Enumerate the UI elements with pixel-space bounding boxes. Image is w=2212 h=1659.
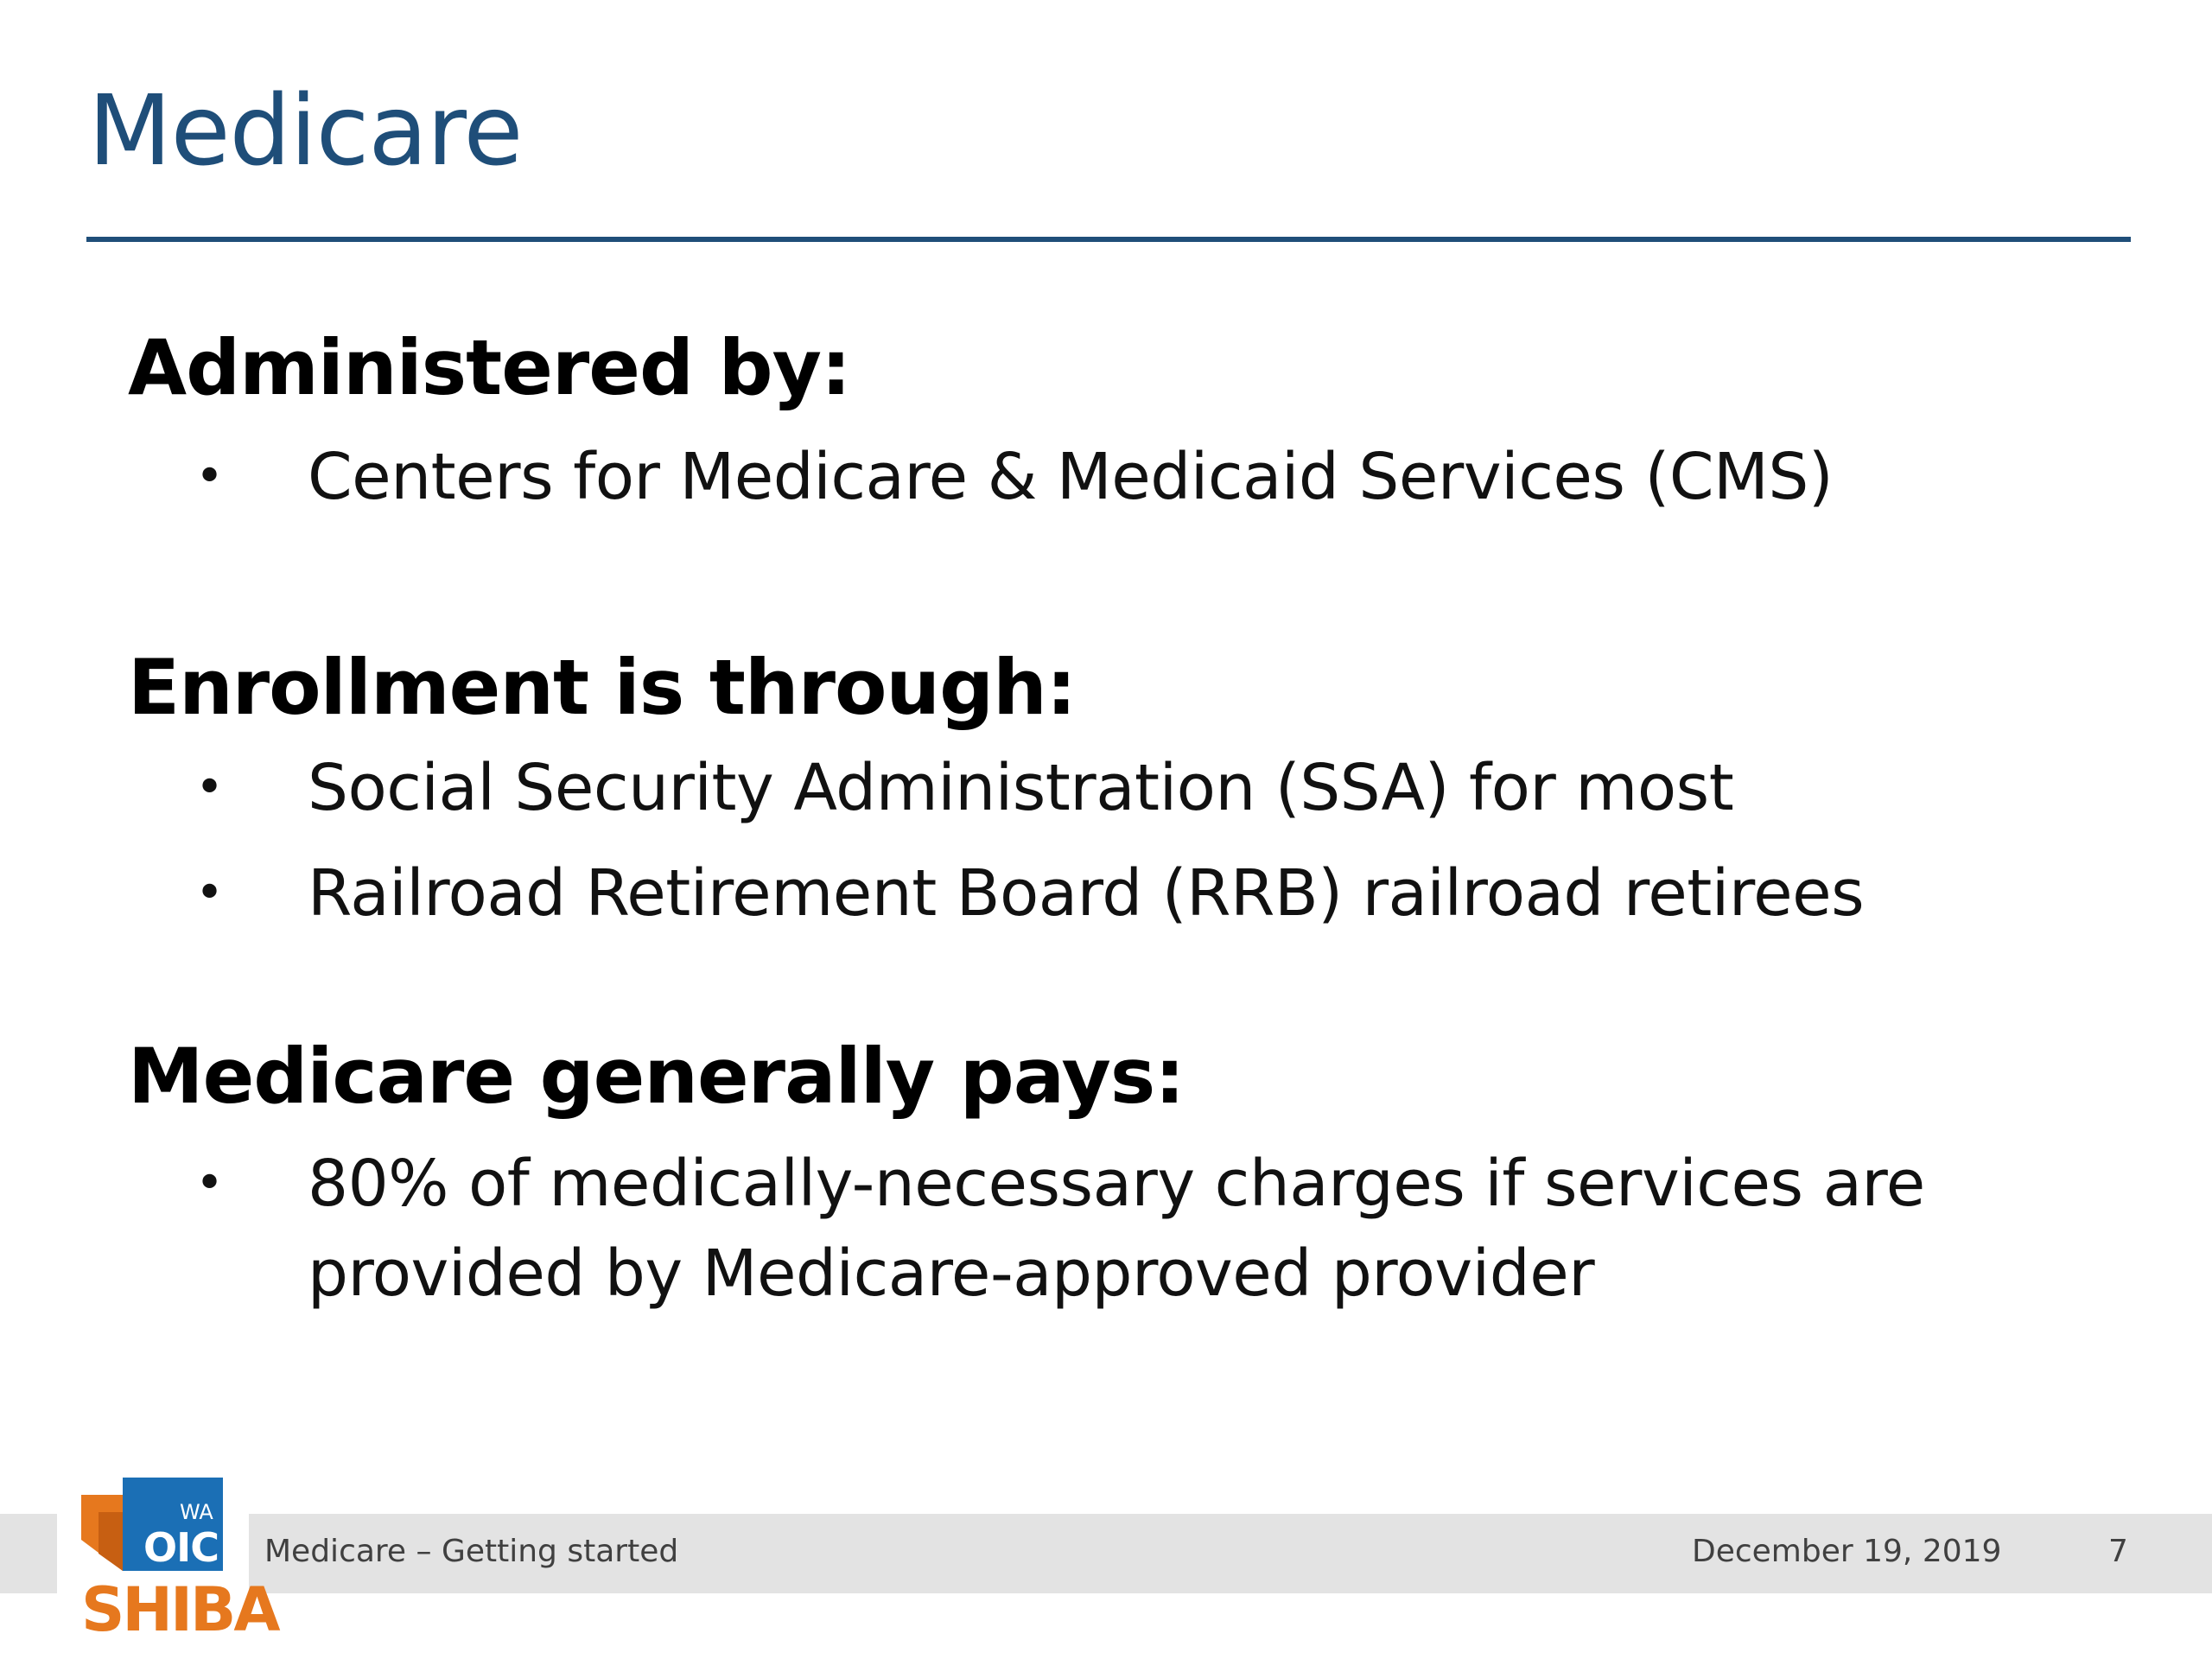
bullet-icon: • [195,1155,224,1211]
bullet-list [128,1139,2029,1319]
section-administered-by [128,323,2029,522]
oic-shiba-logo [57,1469,278,1650]
bullet-list [128,432,2029,522]
footer-date: December 19, 2019 [1692,1534,2002,1569]
section-heading: Enrollment is through: [128,643,1076,732]
bullet-item [128,432,2029,522]
section-heading: Administered by: [128,323,851,412]
section-heading: Medicare generally pays: [128,1032,1185,1121]
bullet-icon: • [195,448,224,505]
logo-agency-text: OIC [143,1524,219,1571]
slide-number: 7 [2108,1534,2128,1569]
bullet-item [128,1139,2029,1319]
bullet-text: Centers for Medicare & Medicaid Services (CMS) [308,440,1834,514]
logo-program-text: SHIBA [81,1574,278,1645]
bullet-list [128,743,2029,938]
bullet-icon: • [195,760,224,816]
section-enrollment [128,643,2029,938]
bullet-text: Social Security Administration (SSA) for most [308,751,1734,825]
logo-state-text: WA [180,1500,213,1524]
section-medicare-pays [128,1032,2029,1319]
title-divider [86,237,2131,242]
bullet-text: 80% of medically-necessary charges if services are provided by Medicare-approved provider [308,1147,1925,1311]
bullet-item [128,743,2029,833]
bullet-text: Railroad Retirement Board (RRB) railroad retirees [308,856,1865,931]
footer-deck-title: Medicare – Getting started [264,1534,679,1569]
slide-title: Medicare [88,75,523,188]
bullet-icon: • [195,865,224,921]
bullet-item [128,849,2029,938]
